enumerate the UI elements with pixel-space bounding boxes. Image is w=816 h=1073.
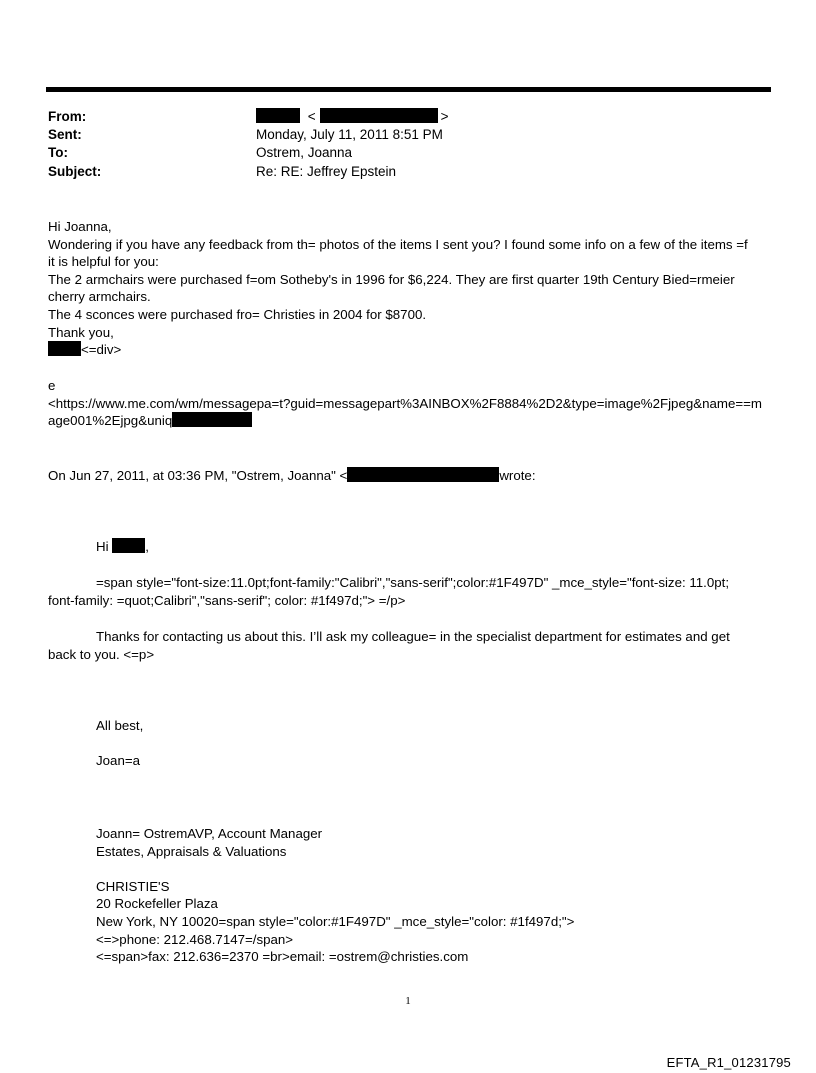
quoted-intro-line (48, 467, 773, 485)
from-label: From: (48, 109, 87, 124)
url-line: <https://www.me.com/wm/messagepa=t?guid=messagepart%3AINBOX%2F8884%2D2&type=image%2Fjpeg&name==m (48, 395, 762, 411)
message-line: Wondering if you have any feedback from th= photos of the items I sent you? I found some info on a few of the items =f (48, 236, 748, 252)
message-line: it is helpful for you: (48, 254, 159, 270)
from-row (48, 108, 449, 126)
quoted-thanks-line: back to you. <=p> (48, 646, 155, 662)
quoted-hi-text: Hi (96, 539, 109, 554)
signature-block (48, 825, 773, 966)
greeting: Hi Joanna, (48, 219, 112, 234)
message-line: Thank you, (48, 324, 114, 340)
to-value: Ostrem, Joanna (256, 145, 353, 161)
attachment-block (48, 377, 773, 430)
div-tag: <=div> (81, 342, 122, 358)
message-line: The 4 sconces were purchased fro= Christies in 2004 for $8700. (48, 306, 427, 322)
signature-fax-email: <=span>fax: 212.636=2370 =br>email: =ostrem@christies.com (96, 949, 469, 965)
to-row (48, 144, 449, 162)
quoted-intro-prefix: On Jun 27, 2011, at 03:36 PM, "Ostrem, Joanna" < (48, 468, 348, 483)
quoted-thanks-block (48, 628, 773, 663)
message-line: cherry armchairs. (48, 289, 151, 305)
redaction-box (256, 108, 300, 123)
signature-address: New York, NY 10020=span style="color:#1F497D" _mce_style="color: #1f497d;"> (96, 913, 575, 929)
sign-name: Joan=a (96, 753, 140, 768)
quoted-hi (48, 538, 773, 556)
signature-line: Estates, Appraisals & Valuations (96, 843, 287, 859)
quoted-intro (48, 467, 773, 485)
signature-line (48, 341, 773, 359)
to-label: To: (48, 145, 68, 161)
message-body (48, 218, 773, 359)
sent-row (48, 126, 449, 144)
signature-address: 20 Rockefeller Plaza (96, 896, 218, 912)
quoted-intro-suffix: wrote: (499, 468, 536, 483)
subject-row (48, 163, 449, 181)
redaction-box (320, 108, 438, 123)
url-line (48, 412, 773, 430)
subject-value: Re: RE: Jeffrey Epstein (256, 163, 397, 179)
from-lt: < (307, 109, 316, 124)
all-best: All best, (96, 718, 144, 733)
signature-spacer (96, 860, 773, 878)
sent-label: Sent: (48, 127, 82, 143)
url-line-text: age001%2Ejpg&uniq (48, 413, 173, 429)
signature-company: CHRISTIE'S (96, 878, 170, 894)
redaction-box (112, 538, 145, 553)
redaction-box (347, 467, 499, 482)
from-gt: > (440, 109, 449, 124)
from-value (256, 108, 449, 126)
quoted-sign-name (48, 752, 773, 770)
header-rule (46, 87, 771, 92)
page-number: 1 (405, 995, 411, 1007)
e-line: e (48, 378, 56, 393)
quoted-span-block (48, 574, 773, 609)
signature-phone: <=>phone: 212.468.7147=/span> (96, 931, 294, 947)
quoted-hi-comma: , (145, 539, 149, 554)
message-line: The 2 armchairs were purchased f=om Sotheby's in 1996 for $6,224. They are first quarter 19th Century Bied=rmeier (48, 271, 735, 287)
redaction-box (48, 341, 81, 356)
quoted-span-line: font-family: =quot;Calibri","sans-serif"; color: #1f497d;"> =/p> (48, 592, 406, 608)
signature-line: Joann= OstremAVP, Account Manager (96, 826, 323, 841)
quoted-hi-line (96, 538, 773, 556)
quoted-closing (48, 717, 773, 735)
quoted-span-line: =span style="font-size:11.0pt;font-family:"Calibri","sans-serif";color:#1F497D" _mce_style="font-size: 11.0pt; (96, 575, 730, 590)
redaction-box (172, 412, 252, 427)
quoted-thanks-line: Thanks for contacting us about this. I’ll ask my colleague= in the specialist department for estimates and get (96, 629, 730, 644)
email-header (48, 108, 449, 181)
sent-value: Monday, July 11, 2011 8:51 PM (256, 127, 443, 143)
document-id: EFTA_R1_01231795 (666, 1055, 791, 1070)
subject-label: Subject: (48, 163, 102, 179)
